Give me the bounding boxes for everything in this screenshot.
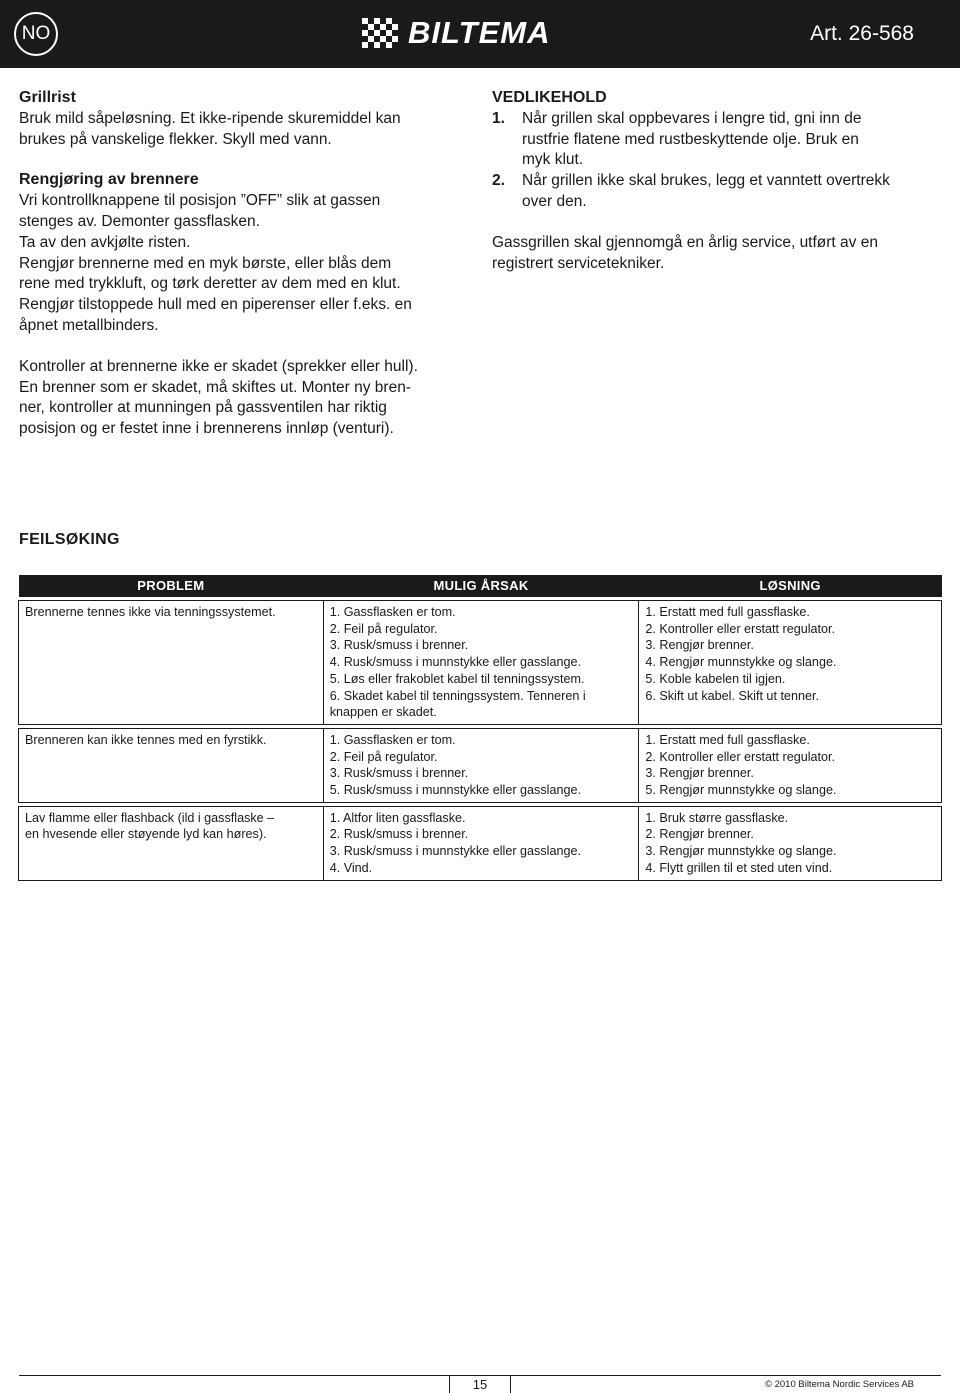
cell-line: 6. Skadet kabel til tenningssystem. Tenneren i xyxy=(329,688,586,703)
text-line: brukes på vanskelige flekker. Skyll med vann. xyxy=(19,130,332,148)
text-line: Gassgrillen skal gjennomgå en årlig service, utført av en xyxy=(492,233,878,251)
cell-line: 4. Vind. xyxy=(329,860,373,875)
rengjoring-heading: Rengjøring av brennere xyxy=(19,171,199,189)
troubleshooting-table xyxy=(18,575,942,881)
text-line: Vri kontrollknappene til posisjon ”OFF” slik at gassen xyxy=(19,192,381,210)
list-number: 1. xyxy=(492,109,505,127)
text-line: Når grillen skal oppbevares i lengre tid, gni inn de xyxy=(522,109,862,127)
table-header-row xyxy=(19,575,942,597)
column-header-problem: PROBLEM xyxy=(19,575,324,597)
rengjoring-text xyxy=(19,191,479,337)
copyright-notice: © 2010 Biltema Nordic Services AB xyxy=(764,1379,914,1390)
cell-line: 2. Feil på regulator. xyxy=(329,749,438,764)
text-line: rene med trykkluft, og tørk deretter av dem med en klut. xyxy=(19,275,401,293)
cell-line: 3. Rusk/smuss i brenner. xyxy=(329,766,469,781)
table-row xyxy=(19,728,942,802)
cell-line: 3. Rengjør munnstykke og slange. xyxy=(645,844,837,859)
cell-line: 1. Erstatt med full gassflaske. xyxy=(645,605,810,619)
text-line: En brenner som er skadet, må skiftes ut. Monter ny bren- xyxy=(19,378,411,396)
problem-cell xyxy=(19,806,324,880)
cell-line: Lav flamme eller flashback (ild i gassflaske – xyxy=(25,810,275,825)
page-number: 15 xyxy=(449,1376,511,1393)
cause-cell xyxy=(323,806,639,880)
text-line: stenges av. Demonter gassflasken. xyxy=(19,212,260,230)
cell-line: 3. Rengjør brenner. xyxy=(645,638,754,653)
grillrist-text xyxy=(19,109,479,151)
text-line: åpnet metallbinders. xyxy=(19,316,159,334)
left-column xyxy=(19,88,479,440)
text-line: Ta av den avkjølte risten. xyxy=(19,233,191,251)
maintenance-list xyxy=(492,109,952,213)
service-text xyxy=(492,233,952,275)
page-header xyxy=(0,0,960,68)
brand-logo xyxy=(362,15,551,50)
brand-name: BILTEMA xyxy=(408,15,551,50)
right-column xyxy=(492,88,952,274)
cause-cell xyxy=(323,601,639,725)
problem-cell xyxy=(19,728,324,802)
cell-line: 1. Gassflasken er tom. xyxy=(329,605,456,619)
cell-line: 2. Rengjør brenner. xyxy=(645,827,754,842)
article-number: Art. 26-568 xyxy=(810,22,914,45)
text-line: Kontroller at brennerne ikke er skadet (sprekker eller hull). xyxy=(19,357,418,375)
cell-line: 5. Rusk/smuss i munnstykke eller gasslange. xyxy=(329,783,581,798)
cell-line: 2. Rusk/smuss i brenner. xyxy=(329,827,469,842)
cause-cell xyxy=(323,728,639,802)
list-item xyxy=(492,171,952,213)
checkered-flag-icon xyxy=(362,18,402,48)
text-line: Når grillen ikke skal brukes, legg et vanntett overtrekk xyxy=(522,172,890,190)
text-line: over den. xyxy=(522,192,587,210)
table-row xyxy=(19,806,942,880)
cell-line: 4. Flytt grillen til et sted uten vind. xyxy=(645,860,833,875)
cell-line: Brenneren kan ikke tennes med en fyrstikk. xyxy=(25,732,267,747)
solution-cell xyxy=(639,728,942,802)
cell-line: 1. Altfor liten gassflaske. xyxy=(329,810,466,825)
column-header-solution: LØSNING xyxy=(639,575,942,597)
list-item xyxy=(492,109,952,171)
cell-line: Brennerne tennes ikke via tenningssystemet. xyxy=(25,605,276,619)
table-row xyxy=(19,601,942,725)
cell-line: en hvesende eller støyende lyd kan høres). xyxy=(25,827,267,842)
language-badge: NO xyxy=(14,12,58,56)
solution-cell xyxy=(639,601,942,725)
cell-line: 5. Rengjør munnstykke og slange. xyxy=(645,783,837,798)
kontroll-text xyxy=(19,357,479,440)
cell-line: 2. Feil på regulator. xyxy=(329,621,438,636)
list-number: 2. xyxy=(492,172,505,190)
cell-line: 5. Løs eller frakoblet kabel til tenningssystem. xyxy=(329,671,585,686)
text-line: ner, kontroller at munningen på gassventilen har riktig xyxy=(19,399,387,417)
cell-line: 2. Kontroller eller erstatt regulator. xyxy=(645,621,836,636)
grillrist-heading: Grillrist xyxy=(19,89,76,106)
column-header-cause: MULIG ÅRSAK xyxy=(323,575,639,597)
cell-line: 1. Gassflasken er tom. xyxy=(329,732,456,747)
text-line: registrert servicetekniker. xyxy=(492,254,665,272)
cell-line: 3. Rengjør brenner. xyxy=(645,766,754,781)
cell-line: 2. Kontroller eller erstatt regulator. xyxy=(645,749,836,764)
cell-line: 1. Bruk større gassflaske. xyxy=(645,810,789,825)
text-line: Bruk mild såpeløsning. Et ikke-ripende skuremiddel kan xyxy=(19,109,401,127)
cell-line: 3. Rusk/smuss i munnstykke eller gasslange. xyxy=(329,844,581,859)
cell-line: 4. Rusk/smuss i munnstykke eller gasslange. xyxy=(329,655,581,670)
text-line: myk klut. xyxy=(522,151,584,169)
text-line: Rengjør tilstoppede hull med en piperenser eller f.eks. en xyxy=(19,296,412,314)
text-line: rustfrie flatene med rustbeskyttende olje. Bruk en xyxy=(522,130,859,148)
cell-line: 4. Rengjør munnstykke og slange. xyxy=(645,655,837,670)
cell-line: 3. Rusk/smuss i brenner. xyxy=(329,638,469,653)
cell-line: knappen er skadet. xyxy=(329,705,437,720)
text-line: Rengjør brennerne med en myk børste, eller blås dem xyxy=(19,254,392,272)
vedlikehold-heading: VEDLIKEHOLD xyxy=(492,89,607,106)
cell-line: 6. Skift ut kabel. Skift ut tenner. xyxy=(645,688,819,703)
solution-cell xyxy=(639,806,942,880)
text-line: posisjon og er festet inne i brennerens innløp (venturi). xyxy=(19,420,394,438)
cell-line: 5. Koble kabelen til igjen. xyxy=(645,671,786,686)
troubleshooting-heading: FEILSØKING xyxy=(19,531,120,548)
problem-cell xyxy=(19,601,324,725)
cell-line: 1. Erstatt med full gassflaske. xyxy=(645,732,810,747)
